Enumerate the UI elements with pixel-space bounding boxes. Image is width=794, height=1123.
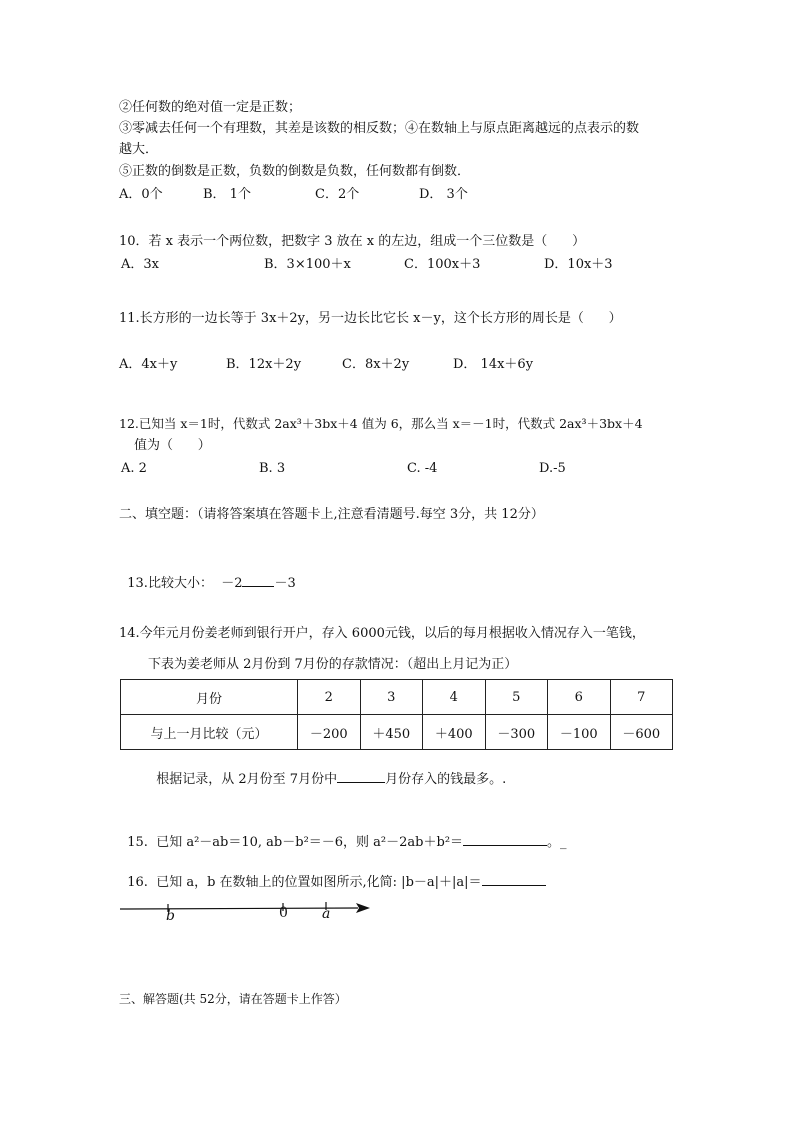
q9-option-d: D． 3个 bbox=[419, 187, 468, 202]
q15-prefix: 15. 已知 a²－ab＝10, ab－b²＝－6，则 a²－2ab＋b²＝ bbox=[127, 835, 464, 850]
q10-option-a: A．3x bbox=[121, 257, 159, 272]
q12-stem-line2: 值为（ ） bbox=[134, 438, 211, 453]
deposit-table bbox=[120, 679, 673, 750]
q15-answer-blank bbox=[463, 833, 547, 846]
section-3-heading: 三、解答题(共 52分，请在答题卡上作答） bbox=[119, 992, 347, 1006]
q11-option-c: C．8x＋2y bbox=[342, 357, 410, 372]
q12-stem-line1: 12.已知当 x＝1时，代数式 2ax³＋3bx＋4 值为 6，那么当 x＝－1时，代数式 2ax³＋3bx＋4 bbox=[119, 416, 643, 431]
table-cell: －200 bbox=[298, 715, 361, 750]
table-cell: 月份 bbox=[121, 680, 298, 715]
table-cell: 3 bbox=[360, 680, 423, 715]
q13-suffix: －3 bbox=[274, 576, 296, 591]
q14-tail-prefix: 根据记录，从 2月份至 7月份中 bbox=[156, 772, 338, 787]
table-cell: ＋450 bbox=[360, 715, 423, 750]
table-row bbox=[121, 715, 673, 750]
q16-line bbox=[119, 855, 546, 892]
table-cell: －300 bbox=[485, 715, 548, 750]
label-a: a bbox=[322, 906, 331, 922]
q10-option-d: D．10x＋3 bbox=[544, 257, 613, 272]
q12-option-c: C. -4 bbox=[407, 461, 438, 476]
q14-answer-blank bbox=[337, 770, 385, 783]
q9-option-b: B． 1个 bbox=[203, 187, 251, 202]
statement-3-4-line1: ③零减去任何一个有理数，其差是该数的相反数；④在数轴上与原点距离越远的点表示的数 bbox=[119, 121, 640, 136]
q11-option-a: A．4x＋y bbox=[119, 357, 178, 372]
q12-option-b: B. 3 bbox=[259, 461, 286, 476]
q12-option-d: D.-5 bbox=[539, 461, 566, 476]
q16-answer-blank bbox=[482, 873, 546, 886]
statement-2: ②任何数的绝对值一定是正数； bbox=[119, 100, 302, 115]
number-line-figure bbox=[118, 892, 378, 936]
table-cell: －100 bbox=[548, 715, 611, 750]
statement-3-4-line2: 越大． bbox=[119, 142, 159, 157]
q13-line bbox=[119, 556, 296, 593]
statement-5: ⑤正数的倒数是正数，负数的倒数是负数，任何数都有倒数． bbox=[119, 164, 471, 179]
label-b: b bbox=[166, 908, 175, 924]
table-cell: 5 bbox=[485, 680, 548, 715]
table-cell: 6 bbox=[548, 680, 611, 715]
q11-option-d: D． 14x＋6y bbox=[453, 357, 534, 372]
q11-stem: 11.长方形的一边长等于 3x＋2y，另一边长比它长 x－y，这个长方形的周长是（ ） bbox=[119, 311, 622, 326]
label-zero: 0 bbox=[279, 905, 288, 921]
q10-option-c: C．100x＋3 bbox=[404, 257, 481, 272]
table-cell: 4 bbox=[423, 680, 486, 715]
axis-arrowhead bbox=[356, 903, 370, 913]
q14-tail bbox=[148, 752, 506, 789]
q11-option-b: B．12x＋2y bbox=[226, 357, 302, 372]
q9-option-c: C．2个 bbox=[315, 187, 360, 202]
table-cell: ＋400 bbox=[423, 715, 486, 750]
section-2-heading: 二、填空题：（请将答案填在答题卡上,注意看清题号.每空 3分，共 12分） bbox=[119, 507, 544, 522]
q15-suffix: 。_ bbox=[547, 835, 567, 850]
table-cell: 7 bbox=[610, 680, 673, 715]
table-cell: －600 bbox=[610, 715, 673, 750]
table-cell: 与上一月比较（元） bbox=[121, 715, 298, 750]
q12-option-a: A. 2 bbox=[121, 461, 147, 476]
q14-tail-suffix: 月份存入的钱最多。. bbox=[385, 772, 507, 787]
q9-option-a: A．0个 bbox=[119, 187, 163, 202]
number-line bbox=[118, 892, 378, 932]
q10-stem: 10．若 x 表示一个两位数，把数字 3 放在 x 的左边，组成一个三位数是（ ） bbox=[119, 234, 586, 249]
q13-prefix: 13.比较大小： －2 bbox=[127, 576, 243, 591]
q14-line2: 下表为姜老师从 2月份到 7月份的存款情况：（超出上月记为正） bbox=[148, 657, 518, 672]
q16-prefix: 16. 已知 a，b 在数轴上的位置如图所示,化简: |b－a|＋|a|＝ bbox=[127, 875, 482, 890]
q13-answer-blank bbox=[242, 574, 274, 587]
table-row bbox=[121, 680, 673, 715]
table-cell: 2 bbox=[298, 680, 361, 715]
q14-line1: 14.今年元月份姜老师到银行开户，存入 6000元钱，以后的每月根据收入情况存入一笔钱， bbox=[119, 626, 645, 641]
q10-option-b: B．3×100＋x bbox=[264, 257, 351, 272]
q15-line bbox=[119, 815, 567, 852]
